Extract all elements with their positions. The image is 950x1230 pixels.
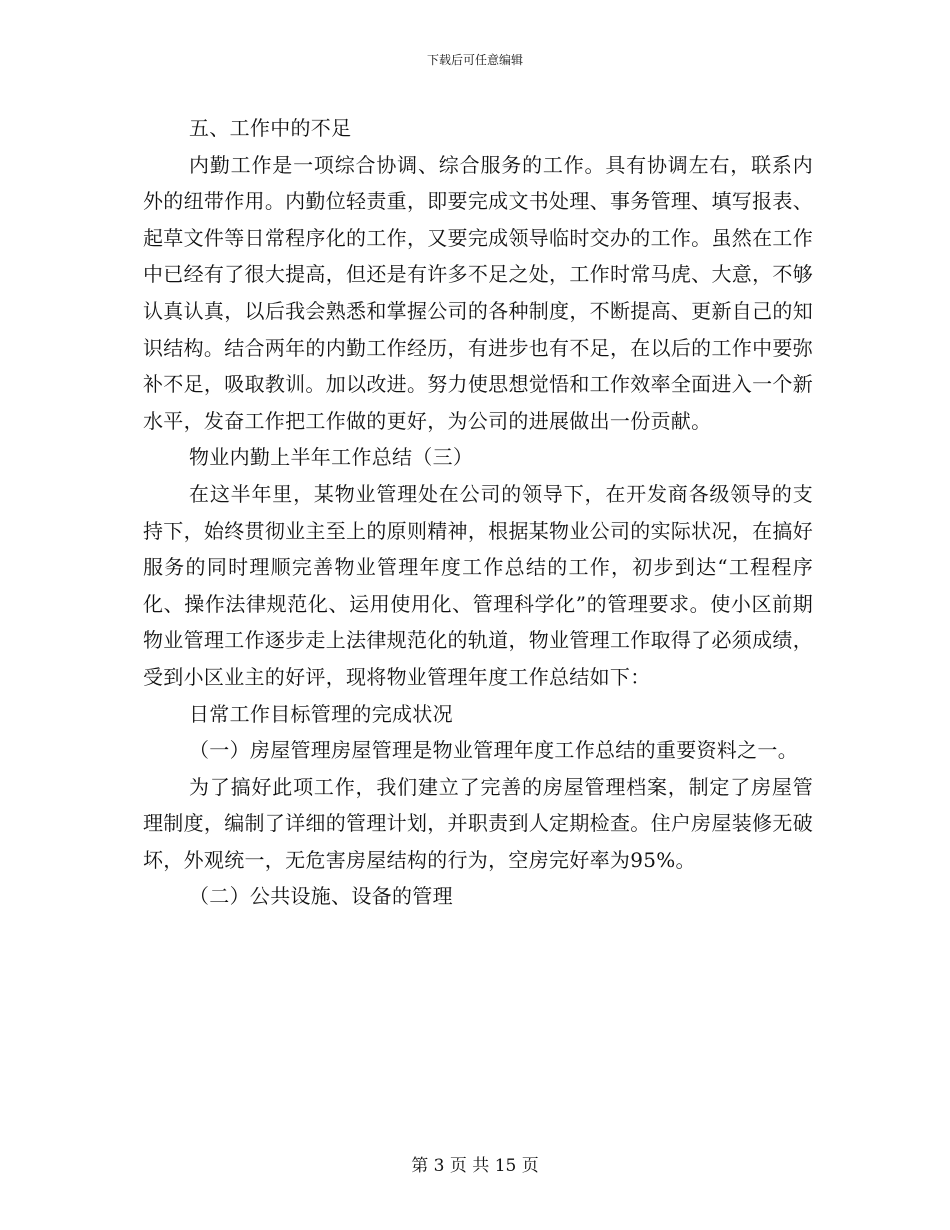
section-heading-facilities: （二）公共设施、设备的管理 xyxy=(189,884,453,909)
section-heading-daily-goals: 日常工作目标管理的完成状况 xyxy=(189,701,453,726)
paragraph: 在这半年里，某物业管理处在公司的领导下，在开发商各级领导的支持下，始终贯彻业主至上的原则精神，根据某物业公司的实际状况，在搞好服务的同时理顺完善物业管理年度工作总结的工作，初步到达“工程程序化、操作法律规范化、运用使用化、管理科学化”的管理要求。使小区前期物业管理工作逐步走上法律规范化的轨道，物业管理工作取得了必须成绩，受到小区业主的好评，现将物业管理年度工作总结如下： xyxy=(143,481,813,689)
page-number: 第 3 页 共 15 页 xyxy=(411,1156,539,1176)
paragraph: 为了搞好此项工作，我们建立了完善的房屋管理档案，制定了房屋管理制度，编制了详细的管理计划，并职责到人定期检查。住户房屋装修无破坏，外观统一，无危害房屋结构的行为，空房完好率为95%。 xyxy=(143,774,813,872)
section-heading-shortcomings: 五、工作中的不足 xyxy=(189,116,352,140)
section-heading-summary-three: 物业内勤上半年工作总结（三） xyxy=(189,445,474,470)
paragraph: 内勤工作是一项综合协调、综合服务的工作。具有协调左右，联系内外的纽带作用。内勤位轻责重，即要完成文书处理、事务管理、填写报表、起草文件等日常程序化的工作，又要完成领导临时交办的工作。虽然在工作中已经有了很大提高，但还是有许多不足之处，工作时常马虎、大意，不够认真认真，以后我会熟悉和掌握公司的各种制度，不断提高、更新自己的知识结构。结合两年的内勤工作经历，有进步也有不足，在以后的工作中要弥补不足，吸取教训。加以改进。努力使思想觉悟和工作效率全面进入一个新水平，发奋工作把工作做的更好，为公司的进展做出一份贡献。 xyxy=(143,152,813,433)
document-body xyxy=(143,110,813,915)
page-header: 下载后可任意编辑 xyxy=(426,53,523,67)
paragraph: （一）房屋管理房屋管理是物业管理年度工作总结的重要资料之一。 xyxy=(189,738,798,763)
